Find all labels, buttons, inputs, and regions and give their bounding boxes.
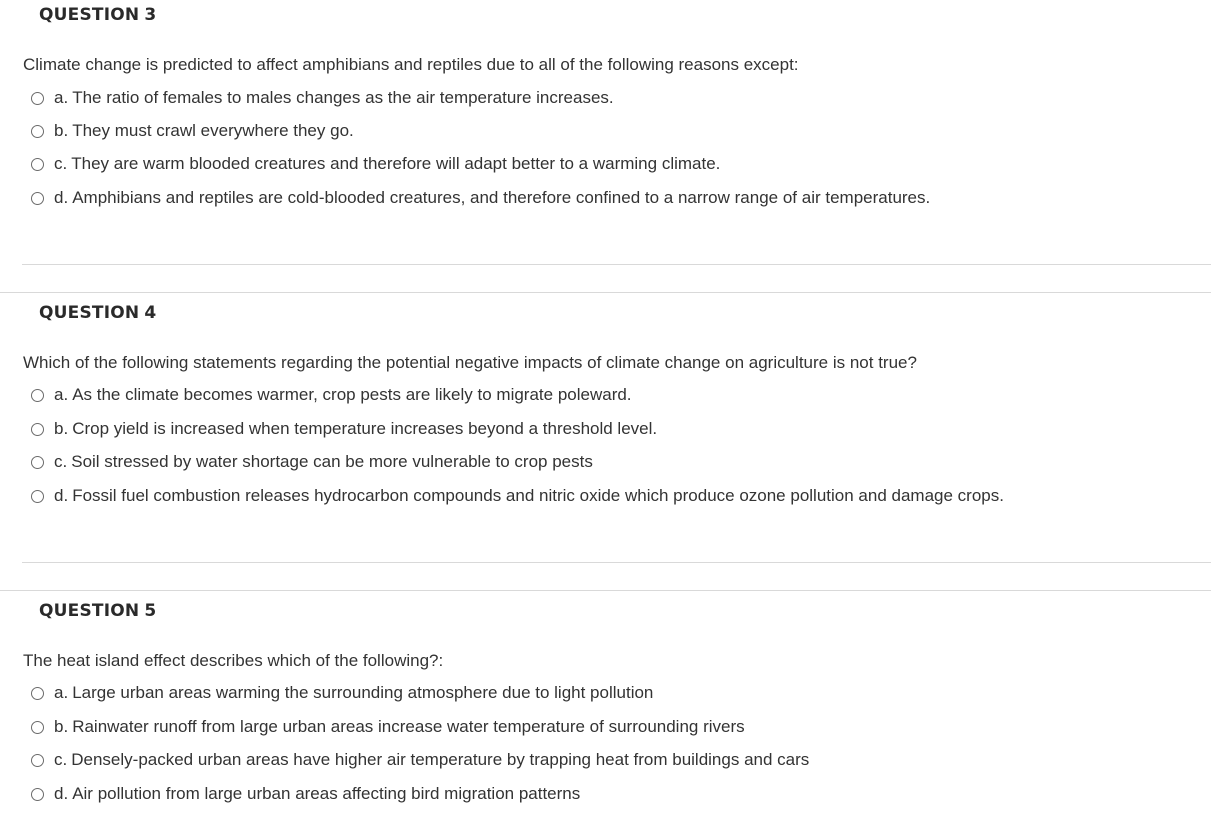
question-4-option-b[interactable] (31, 418, 657, 440)
question-divider (22, 562, 1211, 563)
option-letter: b. (54, 717, 69, 736)
question-5-header (39, 601, 156, 621)
question-divider (22, 264, 1211, 265)
question-3-option-c[interactable] (31, 153, 720, 175)
option-text: As the climate becomes warmer, crop pests are likely to migrate poleward. (72, 385, 632, 404)
option-letter: d. (54, 784, 69, 803)
question-3-header (39, 5, 156, 25)
option-letter: d. (54, 486, 69, 505)
question-5-prompt: The heat island effect describes which of the following?: (23, 651, 444, 670)
question-5-option-d[interactable] (31, 783, 580, 805)
option-text: The ratio of females to males changes as the air temperature increases. (72, 88, 614, 107)
radio-button[interactable] (31, 423, 44, 436)
option-letter: a. (54, 385, 69, 404)
option-text: Soil stressed by water shortage can be more vulnerable to crop pests (71, 452, 593, 471)
radio-button[interactable] (31, 92, 44, 105)
radio-button[interactable] (31, 125, 44, 138)
radio-button[interactable] (31, 490, 44, 503)
question-4-prompt: Which of the following statements regarding the potential negative impacts of climate change on agriculture is not true? (23, 353, 917, 372)
question-3-option-d[interactable] (31, 187, 930, 209)
option-letter: c. (54, 154, 68, 173)
question-5-option-c[interactable] (31, 749, 809, 771)
radio-button[interactable] (31, 389, 44, 402)
radio-button[interactable] (31, 456, 44, 469)
option-text: Crop yield is increased when temperature increases beyond a threshold level. (72, 419, 658, 438)
question-3-option-b[interactable] (31, 120, 354, 142)
question-number: 4 (144, 303, 157, 323)
option-text: Air pollution from large urban areas affecting bird migration patterns (72, 784, 581, 803)
option-text: They are warm blooded creatures and therefore will adapt better to a warming climate. (71, 154, 721, 173)
question-label: QUESTION (39, 601, 140, 621)
option-letter: c. (54, 750, 68, 769)
question-5-option-b[interactable] (31, 716, 745, 738)
question-divider (0, 292, 1211, 293)
question-5-option-a[interactable] (31, 682, 653, 704)
option-text: Fossil fuel combustion releases hydrocarbon compounds and nitric oxide which produce ozone pollution and damage crops. (72, 486, 1004, 505)
option-letter: b. (54, 121, 69, 140)
question-divider (0, 590, 1211, 591)
question-4-option-c[interactable] (31, 451, 593, 473)
option-letter: a. (54, 88, 69, 107)
option-letter: d. (54, 188, 69, 207)
question-label: QUESTION (39, 303, 140, 323)
question-4-option-d[interactable] (31, 485, 1004, 507)
question-label: QUESTION (39, 5, 140, 25)
radio-button[interactable] (31, 754, 44, 767)
radio-button[interactable] (31, 687, 44, 700)
option-text: Densely-packed urban areas have higher air temperature by trapping heat from buildings and cars (71, 750, 810, 769)
question-4-header (39, 303, 156, 323)
option-text: Rainwater runoff from large urban areas increase water temperature of surrounding rivers (72, 717, 745, 736)
radio-button[interactable] (31, 192, 44, 205)
option-letter: a. (54, 683, 69, 702)
radio-button[interactable] (31, 158, 44, 171)
question-4-option-a[interactable] (31, 384, 632, 406)
option-letter: b. (54, 419, 69, 438)
question-number: 3 (144, 5, 157, 25)
question-3-option-a[interactable] (31, 87, 614, 109)
question-number: 5 (144, 601, 157, 621)
option-letter: c. (54, 452, 68, 471)
radio-button[interactable] (31, 788, 44, 801)
option-text: Large urban areas warming the surrounding atmosphere due to light pollution (72, 683, 654, 702)
question-3-prompt: Climate change is predicted to affect amphibians and reptiles due to all of the following reasons except: (23, 55, 799, 74)
option-text: Amphibians and reptiles are cold-blooded creatures, and therefore confined to a narrow range of air temperatures. (72, 188, 931, 207)
option-text: They must crawl everywhere they go. (72, 121, 354, 140)
radio-button[interactable] (31, 721, 44, 734)
